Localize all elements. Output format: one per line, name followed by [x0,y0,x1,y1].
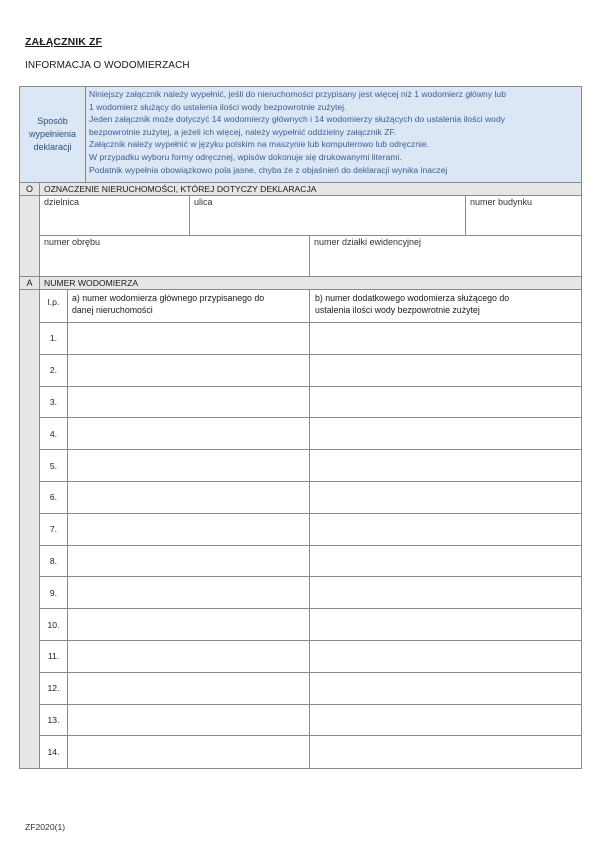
table-row [40,482,581,514]
additional-meter-number-input[interactable] [310,736,581,768]
street-label: ulica [194,197,213,207]
main-meter-number-input[interactable] [68,609,310,640]
meter-table-header [40,290,581,323]
instructions-label [20,87,86,182]
table-row [40,577,581,609]
main-meter-number-input[interactable] [68,673,310,704]
main-meter-number-input[interactable] [68,355,310,386]
parcel-number-field[interactable] [310,236,581,276]
main-meter-number-input[interactable] [68,514,310,545]
row-number: 3. [40,387,68,418]
column-additional-meter-header-line: b) numer dodatkowego wodomierza służącego do [315,293,510,303]
column-main-meter-header-line: a) numer wodomierza głównego przypisanego do [72,293,265,303]
property-fields [40,196,581,276]
section-o-header [20,183,581,196]
meter-rows [40,323,581,768]
table-row [40,609,581,641]
additional-meter-number-input[interactable] [310,577,581,608]
form-table [19,86,582,769]
instruction-line: Załącznik należy wypełnić w języku polskim na maszynie lub komputerowo lub odręcznie. [89,139,430,150]
table-row [40,736,581,768]
row-number: 4. [40,418,68,449]
additional-meter-number-input[interactable] [310,609,581,640]
row-number: 14. [40,736,68,768]
precinct-number-label: numer obrębu [44,237,101,247]
row-number: 13. [40,705,68,736]
main-meter-number-input[interactable] [68,482,310,513]
section-a-header [20,277,581,290]
instruction-line: W przypadku wyboru formy odręcznej, wpisów dokonuje się drukowanymi literami. [89,151,402,162]
instructions-section [20,87,581,183]
additional-meter-number-input[interactable] [310,387,581,418]
table-row [40,514,581,546]
precinct-number-field[interactable] [40,236,310,276]
street-field[interactable] [190,196,466,235]
additional-meter-number-input[interactable] [310,641,581,672]
instruction-line: bezpowrotnie zużytej, a jeżeli ich więcej, należy wypełnić oddzielny załącznik ZF. [89,126,397,137]
additional-meter-number-input[interactable] [310,514,581,545]
table-row [40,641,581,673]
additional-meter-number-input[interactable] [310,418,581,449]
table-row [40,418,581,450]
main-meter-number-input[interactable] [68,546,310,577]
row-number: 2. [40,355,68,386]
table-row [40,450,581,482]
instruction-line: Podatnik wypełnia obowiązkowo pola jasne, chyba że z objaśnień do deklaracji wynika inaczej [89,164,448,175]
column-additional-meter-header [310,290,581,322]
document-subtitle: INFORMACJA O WODOMIERZACH [25,60,190,71]
main-meter-number-input[interactable] [68,641,310,672]
section-o-title: OZNACZENIE NIERUCHOMOŚCI, KTÓREJ DOTYCZY DEKLARACJA [44,184,317,194]
section-o-body [20,196,581,277]
main-meter-number-input[interactable] [68,418,310,449]
row-number: 9. [40,577,68,608]
instruction-line: 1 wodomierz służący do ustalenia ilości wody bezpowrotnie zużytej. [89,101,347,112]
main-meter-number-input[interactable] [68,323,310,354]
additional-meter-number-input[interactable] [310,673,581,704]
table-row [40,546,581,578]
main-meter-number-input[interactable] [68,705,310,736]
district-label: dzielnica [44,197,80,207]
row-number: 5. [40,450,68,481]
table-row [40,705,581,737]
building-number-field[interactable] [466,196,581,235]
section-gutter [20,196,40,276]
row-number: 10. [40,609,68,640]
row-number: 11. [40,641,68,672]
row-number: 1. [40,323,68,354]
section-a-body [20,290,581,768]
building-number-label: numer budynku [470,197,533,207]
additional-meter-number-input[interactable] [310,546,581,577]
row-number: 7. [40,514,68,545]
additional-meter-number-input[interactable] [310,450,581,481]
main-meter-number-input[interactable] [68,736,310,768]
column-main-meter-header [68,290,310,322]
row-number: 6. [40,482,68,513]
additional-meter-number-input[interactable] [310,323,581,354]
instructions-label-line: wypełnienia [28,129,77,139]
main-meter-number-input[interactable] [68,577,310,608]
table-row [40,323,581,355]
column-additional-meter-header-line: ustalenia ilości wody bezpowrotnie zużytej [315,305,480,315]
row-number: 12. [40,673,68,704]
table-row [40,355,581,387]
instruction-line: Niniejszy załącznik należy wypełnić, jeśli do nieruchomości przypisany jest więcej niż 1 wodomierz główny lub [89,89,506,99]
additional-meter-number-input[interactable] [310,482,581,513]
instructions-label-line: Sposób [37,116,68,126]
meter-table [40,290,581,768]
table-row [40,673,581,705]
property-row-parcel [40,236,581,276]
instructions-text [86,87,581,182]
parcel-number-label: numer działki ewidencyjnej [314,237,422,247]
property-row-address [40,196,581,236]
additional-meter-number-input[interactable] [310,705,581,736]
main-meter-number-input[interactable] [68,387,310,418]
column-lp-header: l.p. [40,290,68,322]
table-row [40,387,581,419]
section-a-letter: A [20,277,40,289]
main-meter-number-input[interactable] [68,450,310,481]
section-a-title: NUMER WODOMIERZA [44,278,139,288]
section-o-letter: O [20,183,40,195]
section-gutter [20,290,40,768]
form-code: ZF2020(1) [25,822,66,832]
instructions-label-line: deklaracji [33,142,72,152]
district-field[interactable] [40,196,190,235]
column-main-meter-header-line: danej nieruchomości [72,305,153,315]
document-title: ZAŁĄCZNIK ZF [25,36,103,48]
additional-meter-number-input[interactable] [310,355,581,386]
instruction-line: Jeden załącznik może dotyczyć 14 wodomierzy głównych i 14 wodomierzy służących do ustalenia ilości wody [89,114,506,125]
row-number: 8. [40,546,68,577]
